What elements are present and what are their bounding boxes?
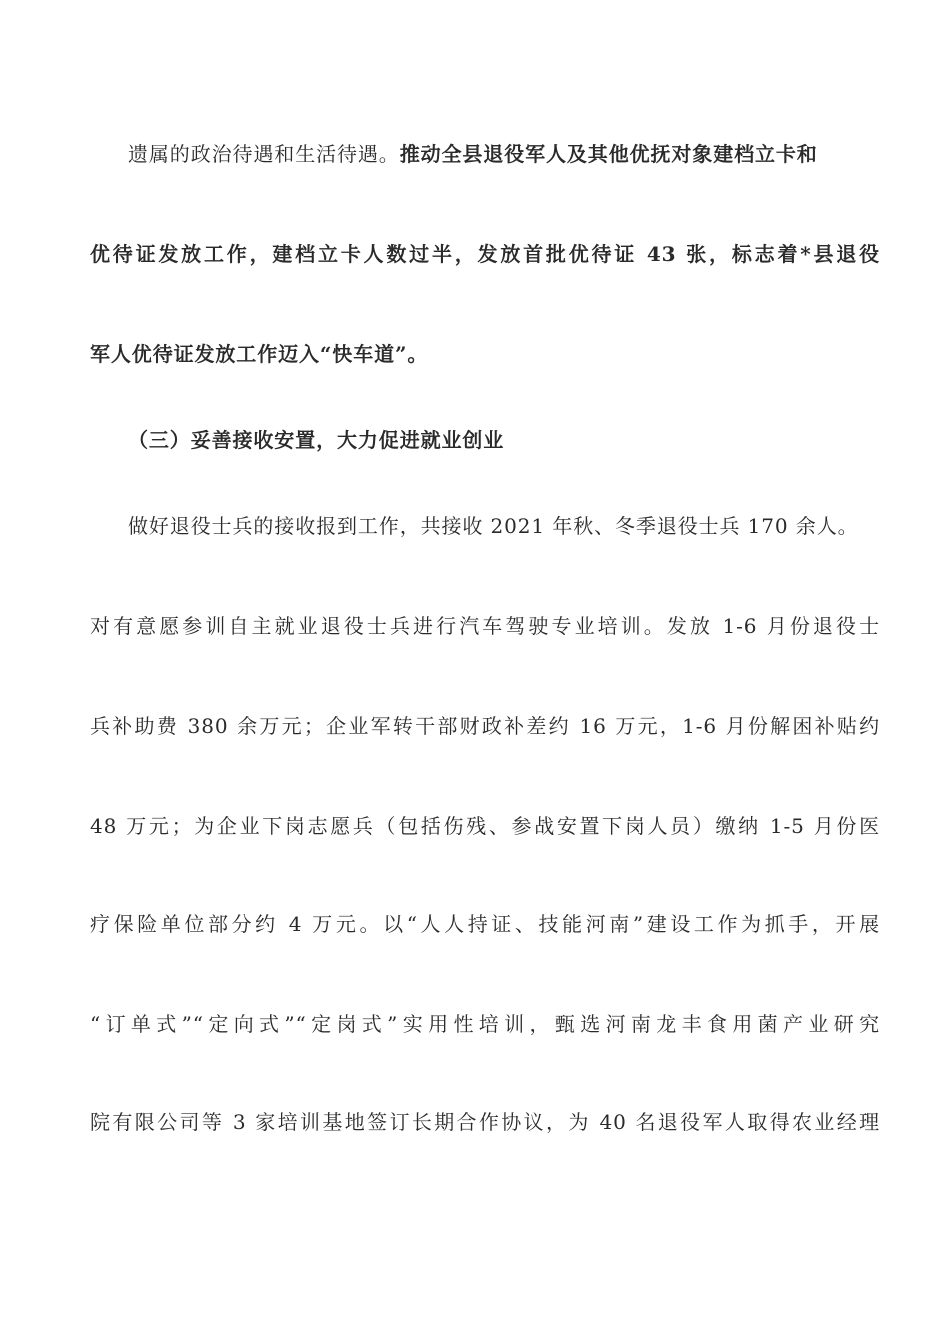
paragraph-line-1 xyxy=(128,140,918,168)
line-1-normal-text: 遗属的政治待遇和生活待遇。 xyxy=(128,142,400,166)
paragraph-line-8: 48 万元；为企业下岗志愿兵（包括伤残、参战安置下岗人员）缴纳 1-5 月份医 xyxy=(90,814,880,838)
paragraph-line-3: 军人优待证发放工作迈入“快车道”。 xyxy=(90,342,429,366)
paragraph-line-7: 兵补助费 380 余万元；企业军转干部财政补差约 16 万元，1-6 月份解困补贴约 xyxy=(90,714,880,738)
paragraph-line-6: 对有意愿参训自主就业退役士兵进行汽车驾驶专业培训。发放 1-6 月份退役士 xyxy=(90,614,880,638)
paragraph-line-10: “订单式”“定向式”“定岗式”实用性培训，甄选河南龙丰食用菌产业研究 xyxy=(90,1012,880,1036)
paragraph-line-9: 疗保险单位部分约 4 万元。以“人人持证、技能河南”建设工作为抓手，开展 xyxy=(90,912,880,936)
paragraph-line-5: 做好退役士兵的接收报到工作，共接收 2021 年秋、冬季退役士兵 170 余人。 xyxy=(128,514,859,538)
paragraph-line-11: 院有限公司等 3 家培训基地签订长期合作协议，为 40 名退役军人取得农业经理 xyxy=(90,1110,880,1134)
section-heading: （三）妥善接收安置，大力促进就业创业 xyxy=(128,428,505,452)
line-1-bold-text: 推动全县退役军人及其他优抚对象建档立卡和 xyxy=(399,142,818,166)
paragraph-line-2: 优待证发放工作，建档立卡人数过半，发放首批优待证 43 张，标志着*县退役 xyxy=(90,242,880,266)
